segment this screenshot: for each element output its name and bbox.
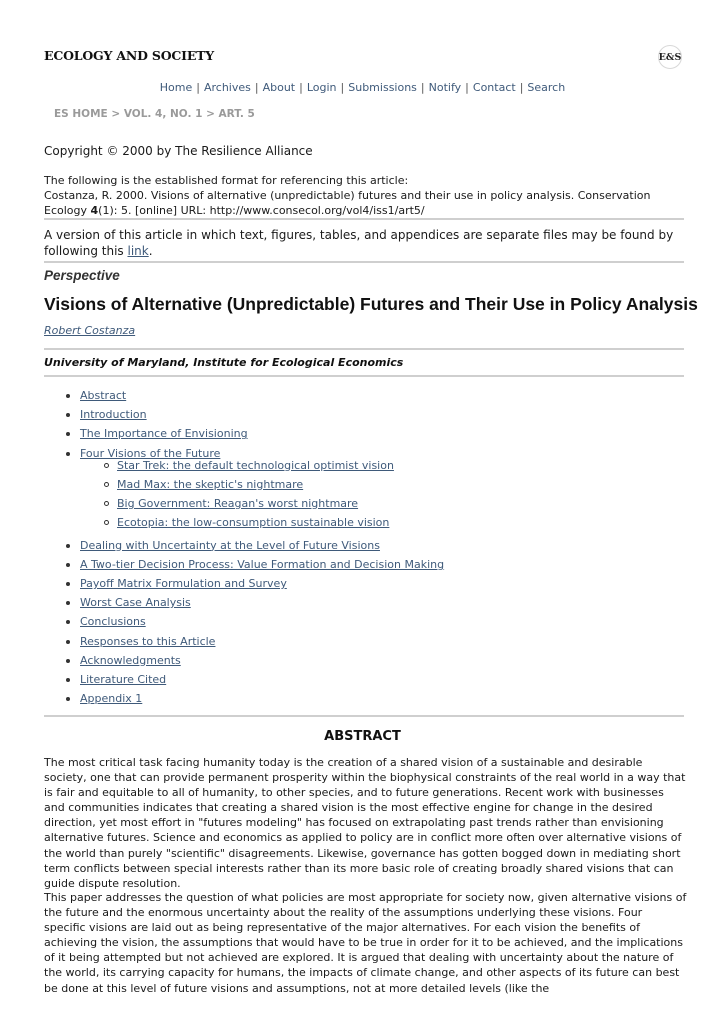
toc-link-importance-of-envisioning[interactable]: The Importance of Envisioning — [80, 427, 248, 441]
toc-item[interactable] — [80, 576, 444, 595]
es-logo-icon[interactable] — [655, 46, 685, 68]
toc-link-ecotopia[interactable]: Ecotopia: the low-consumption sustainable vision — [117, 516, 390, 530]
toc-sublist — [80, 458, 394, 535]
divider — [44, 715, 684, 717]
nav-archives[interactable]: Archives — [203, 81, 251, 94]
divider — [44, 348, 684, 350]
nav-notify[interactable]: Notify — [428, 81, 462, 94]
nav-login[interactable]: Login — [306, 81, 337, 94]
toc-subitem[interactable] — [117, 458, 394, 477]
citation-pre: Costanza, R. 2000. Visions of alternative (unpredictable) futures and their use in policy analysis. Conservation Ecology — [44, 189, 651, 217]
affiliation: University of Maryland, Institute for Ecological Economics — [44, 356, 404, 369]
toc-link-introduction[interactable]: Introduction — [80, 408, 147, 422]
nav-separator: | — [465, 81, 469, 94]
toc-link-star-trek[interactable]: Star Trek: the default technological optimist vision — [117, 458, 394, 472]
citation-post: (1): 5. [online] URL: http://www.consecol.org/vol4/iss1/art5/ — [98, 204, 425, 217]
toc-link-two-tier-decision[interactable]: A Two-tier Decision Process: Value Formation and Decision Making — [80, 557, 445, 571]
breadcrumb[interactable]: ES HOME > VOL. 4, NO. 1 > ART. 5 — [54, 108, 255, 120]
toc-item[interactable] — [80, 407, 444, 426]
nav-submissions[interactable]: Submissions — [348, 81, 417, 94]
toc-link-worst-case[interactable]: Worst Case Analysis — [80, 596, 191, 610]
version-note-text: A version of this article in which text, figures, tables, and appendices are separate files may be found by following this — [44, 228, 674, 258]
toc-link-dealing-with-uncertainty[interactable]: Dealing with Uncertainty at the Level of Future Visions — [80, 538, 380, 552]
nav-separator: | — [420, 81, 425, 94]
divider — [44, 261, 684, 263]
nav-separator: | — [299, 81, 303, 94]
nav-separator: | — [196, 81, 200, 94]
article-title: Visions of Alternative (Unpredictable) Futures and Their Use in Policy Analysis — [44, 294, 698, 314]
abstract-paragraph: This paper addresses the question of what policies are most appropriate for society now, given alternative visions of the future and the enormous uncertainty about the reality of the assumptions underlying these visions. Four specific visions are laid out as being representative of the major alternatives. For each vision the benefits of achieving the vision, the assumptions that would have to be true in order for it to be achieved, and the implications of it being attempted but not achieved are explored. It is argued that dealing with uncertainty about the nature of the world, its carrying capacity for humans, the impacts of climate change, and other aspects of its future can best be done at this level of future visions and assumptions, not at more detailed levels (like the — [44, 891, 687, 995]
citation-block — [44, 173, 684, 218]
toc-item[interactable] — [80, 446, 444, 538]
toc-subitem[interactable] — [117, 477, 394, 496]
table-of-contents — [80, 388, 444, 710]
toc-item[interactable] — [80, 634, 444, 653]
toc-link-mad-max[interactable]: Mad Max: the skeptic's nightmare — [117, 477, 304, 491]
nav-contact[interactable]: Contact — [472, 81, 516, 94]
author-link[interactable] — [44, 324, 135, 337]
nav-separator: | — [254, 81, 259, 94]
top-navigation — [0, 81, 725, 94]
nav-separator: | — [519, 81, 524, 94]
copyright-notice: Copyright © 2000 by The Resilience Alliance — [44, 144, 313, 158]
toc-item[interactable] — [80, 426, 444, 445]
logo-text: E&S — [658, 51, 682, 63]
divider — [44, 375, 684, 377]
toc-link-payoff-matrix[interactable]: Payoff Matrix Formulation and Survey — [80, 576, 287, 590]
toc-item[interactable] — [80, 691, 444, 710]
nav-separator: | — [340, 81, 345, 94]
toc-item[interactable] — [80, 672, 444, 691]
toc-link-big-government[interactable]: Big Government: Reagan's worst nightmare — [117, 496, 359, 510]
divider — [44, 218, 684, 220]
nav-search[interactable]: Search — [527, 81, 566, 94]
toc-item[interactable] — [80, 538, 444, 557]
toc-link-abstract[interactable]: Abstract — [80, 389, 127, 402]
version-note-end: . — [148, 244, 153, 258]
abstract-paragraph: The most critical task facing humanity today is the creation of a shared vision of a sustainable and desirable society, one that can provide permanent prosperity within the biophysical constraints of the real world in a way that is fair and equitable to all of humanity, to other species, and to future generations. Recent work with businesses and communities indicates that creating a shared vision is the most effective engine for change in the desired direction, yet most effort in "futures modeling" has focused on extrapolating past trends rather than envisioning alternative futures. Science and economics as applied to policy are in conflict more often over alternative visions of the world than purely "scientific" disagreements. Likewise, governance has gotten bogged down in mediating short term conflicts between special interests rather than its more basic role of creating broadly shared visions that can guide dispute resolution. — [44, 756, 686, 890]
site-brand[interactable]: ECOLOGY AND SOCIETY — [44, 48, 214, 63]
nav-home[interactable]: Home — [159, 81, 193, 94]
section-label: Perspective — [44, 268, 120, 283]
toc-item[interactable] — [80, 595, 444, 614]
toc-subitem[interactable] — [117, 496, 394, 515]
toc-item[interactable] — [80, 388, 444, 407]
toc-link-appendix-1[interactable]: Appendix 1 — [80, 692, 143, 706]
toc-subitem[interactable] — [117, 515, 394, 534]
toc-link-literature-cited[interactable]: Literature Cited — [80, 672, 167, 686]
abstract-heading: ABSTRACT — [324, 729, 401, 744]
citation-volume: 4 — [90, 204, 99, 217]
toc-item[interactable] — [80, 557, 444, 576]
toc-link-responses[interactable]: Responses to this Article — [80, 634, 216, 648]
toc-item[interactable] — [80, 653, 444, 672]
toc-item[interactable] — [80, 614, 444, 633]
version-note — [44, 227, 684, 259]
citation-intro: The following is the established format for referencing this article: — [44, 174, 409, 187]
citation-text — [44, 188, 684, 218]
nav-about[interactable]: About — [262, 81, 296, 94]
toc-link-acknowledgments[interactable]: Acknowledgments — [80, 653, 181, 667]
toc-link-four-visions[interactable]: Four Visions of the Future — [80, 446, 221, 460]
author-name[interactable]: Robert Costanza — [44, 324, 136, 337]
toc-link-conclusions[interactable]: Conclusions — [80, 615, 146, 629]
version-link[interactable]: link — [127, 244, 149, 258]
